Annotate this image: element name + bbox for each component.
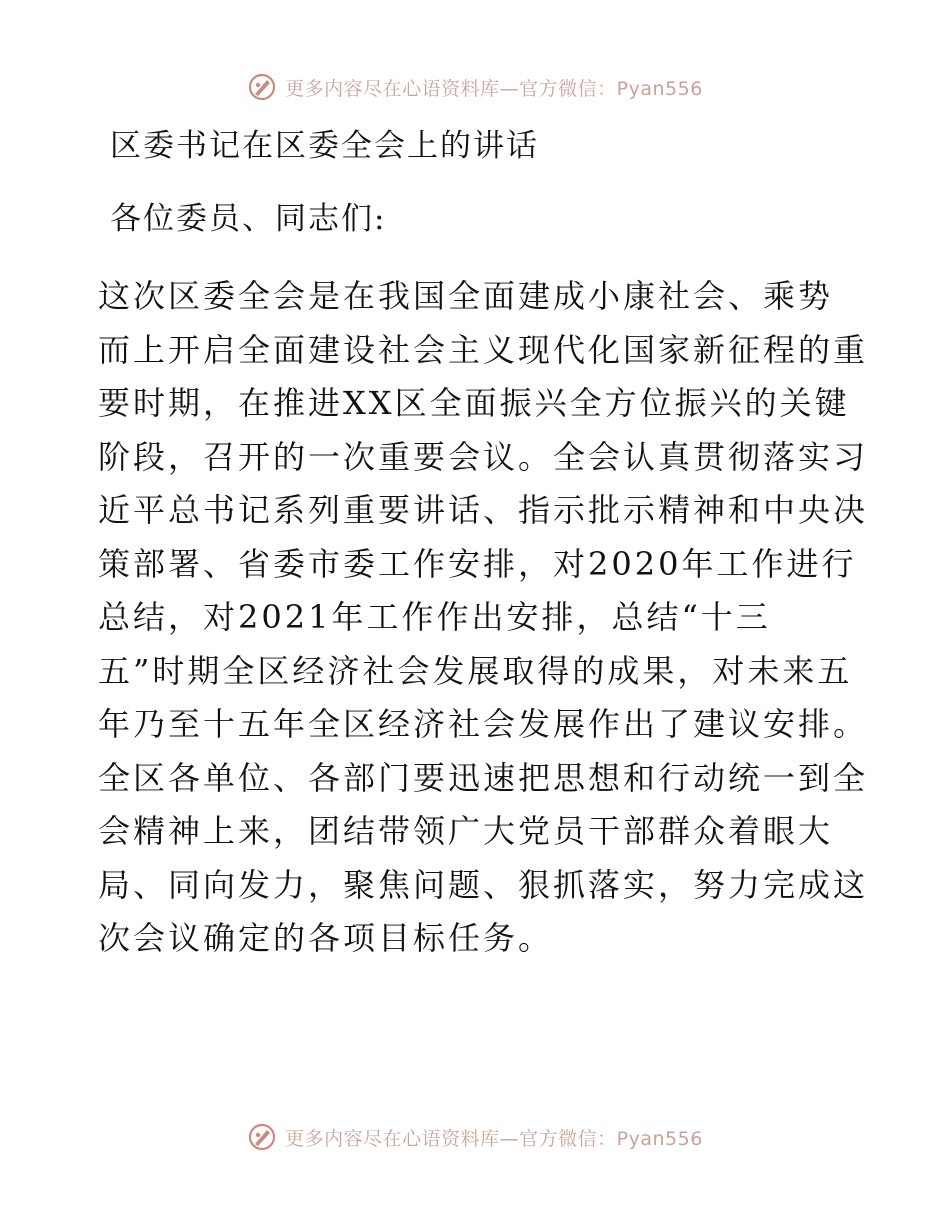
paragraph-line: 要时期，在推进XX区全面振兴全方位振兴的关键: [98, 384, 850, 422]
paragraph-line: 策部署、省委市委工作安排，对2020年工作进行: [98, 544, 857, 583]
quill-seal-icon: [247, 1122, 277, 1152]
watermark-header: [0, 72, 950, 102]
document-title: 区委书记在区委全会上的讲话: [110, 128, 539, 164]
watermark-footer: [0, 1122, 950, 1152]
paragraph-line: 总结，对2021年工作作出安排，总结“十三: [98, 598, 771, 636]
paragraph-line: 次会议确定的各项目标任务。: [98, 919, 554, 957]
paragraph-line: 会精神上来，团结带领广大党员干部群众着眼大: [98, 812, 834, 850]
paragraph-line: 近平总书记系列重要讲话、指示批示精神和中央决: [98, 491, 869, 529]
quill-seal-icon: [247, 72, 277, 102]
paragraph-line: 五”时期全区经济社会发展取得的成果，对未来五: [98, 651, 853, 690]
paragraph-line: 而上开启全面建设社会主义现代化国家新征程的重: [98, 330, 869, 369]
watermark-text: 更多内容尽在心语资料库—官方微信：Pyan556: [285, 1127, 703, 1150]
paragraph-line: 年乃至十五年全区经济社会发展作出了建议安排。: [98, 705, 869, 743]
paragraph-line: 局、同向发力，聚焦问题、狠抓落实，努力完成这: [98, 865, 869, 904]
watermark-text: 更多内容尽在心语资料库—官方微信：Pyan556: [285, 77, 703, 100]
paragraph-line: 阶段，召开的一次重要会议。全会认真贯彻落实习: [98, 437, 869, 476]
salutation: 各位委员、同志们:: [110, 201, 387, 237]
paragraph-line: 全区各单位、各部门要迅速把思想和行动统一到全: [98, 758, 869, 797]
paragraph-line: 这次区委全会是在我国全面建成小康社会、乘势: [98, 277, 834, 315]
body-paragraph: [98, 270, 869, 966]
